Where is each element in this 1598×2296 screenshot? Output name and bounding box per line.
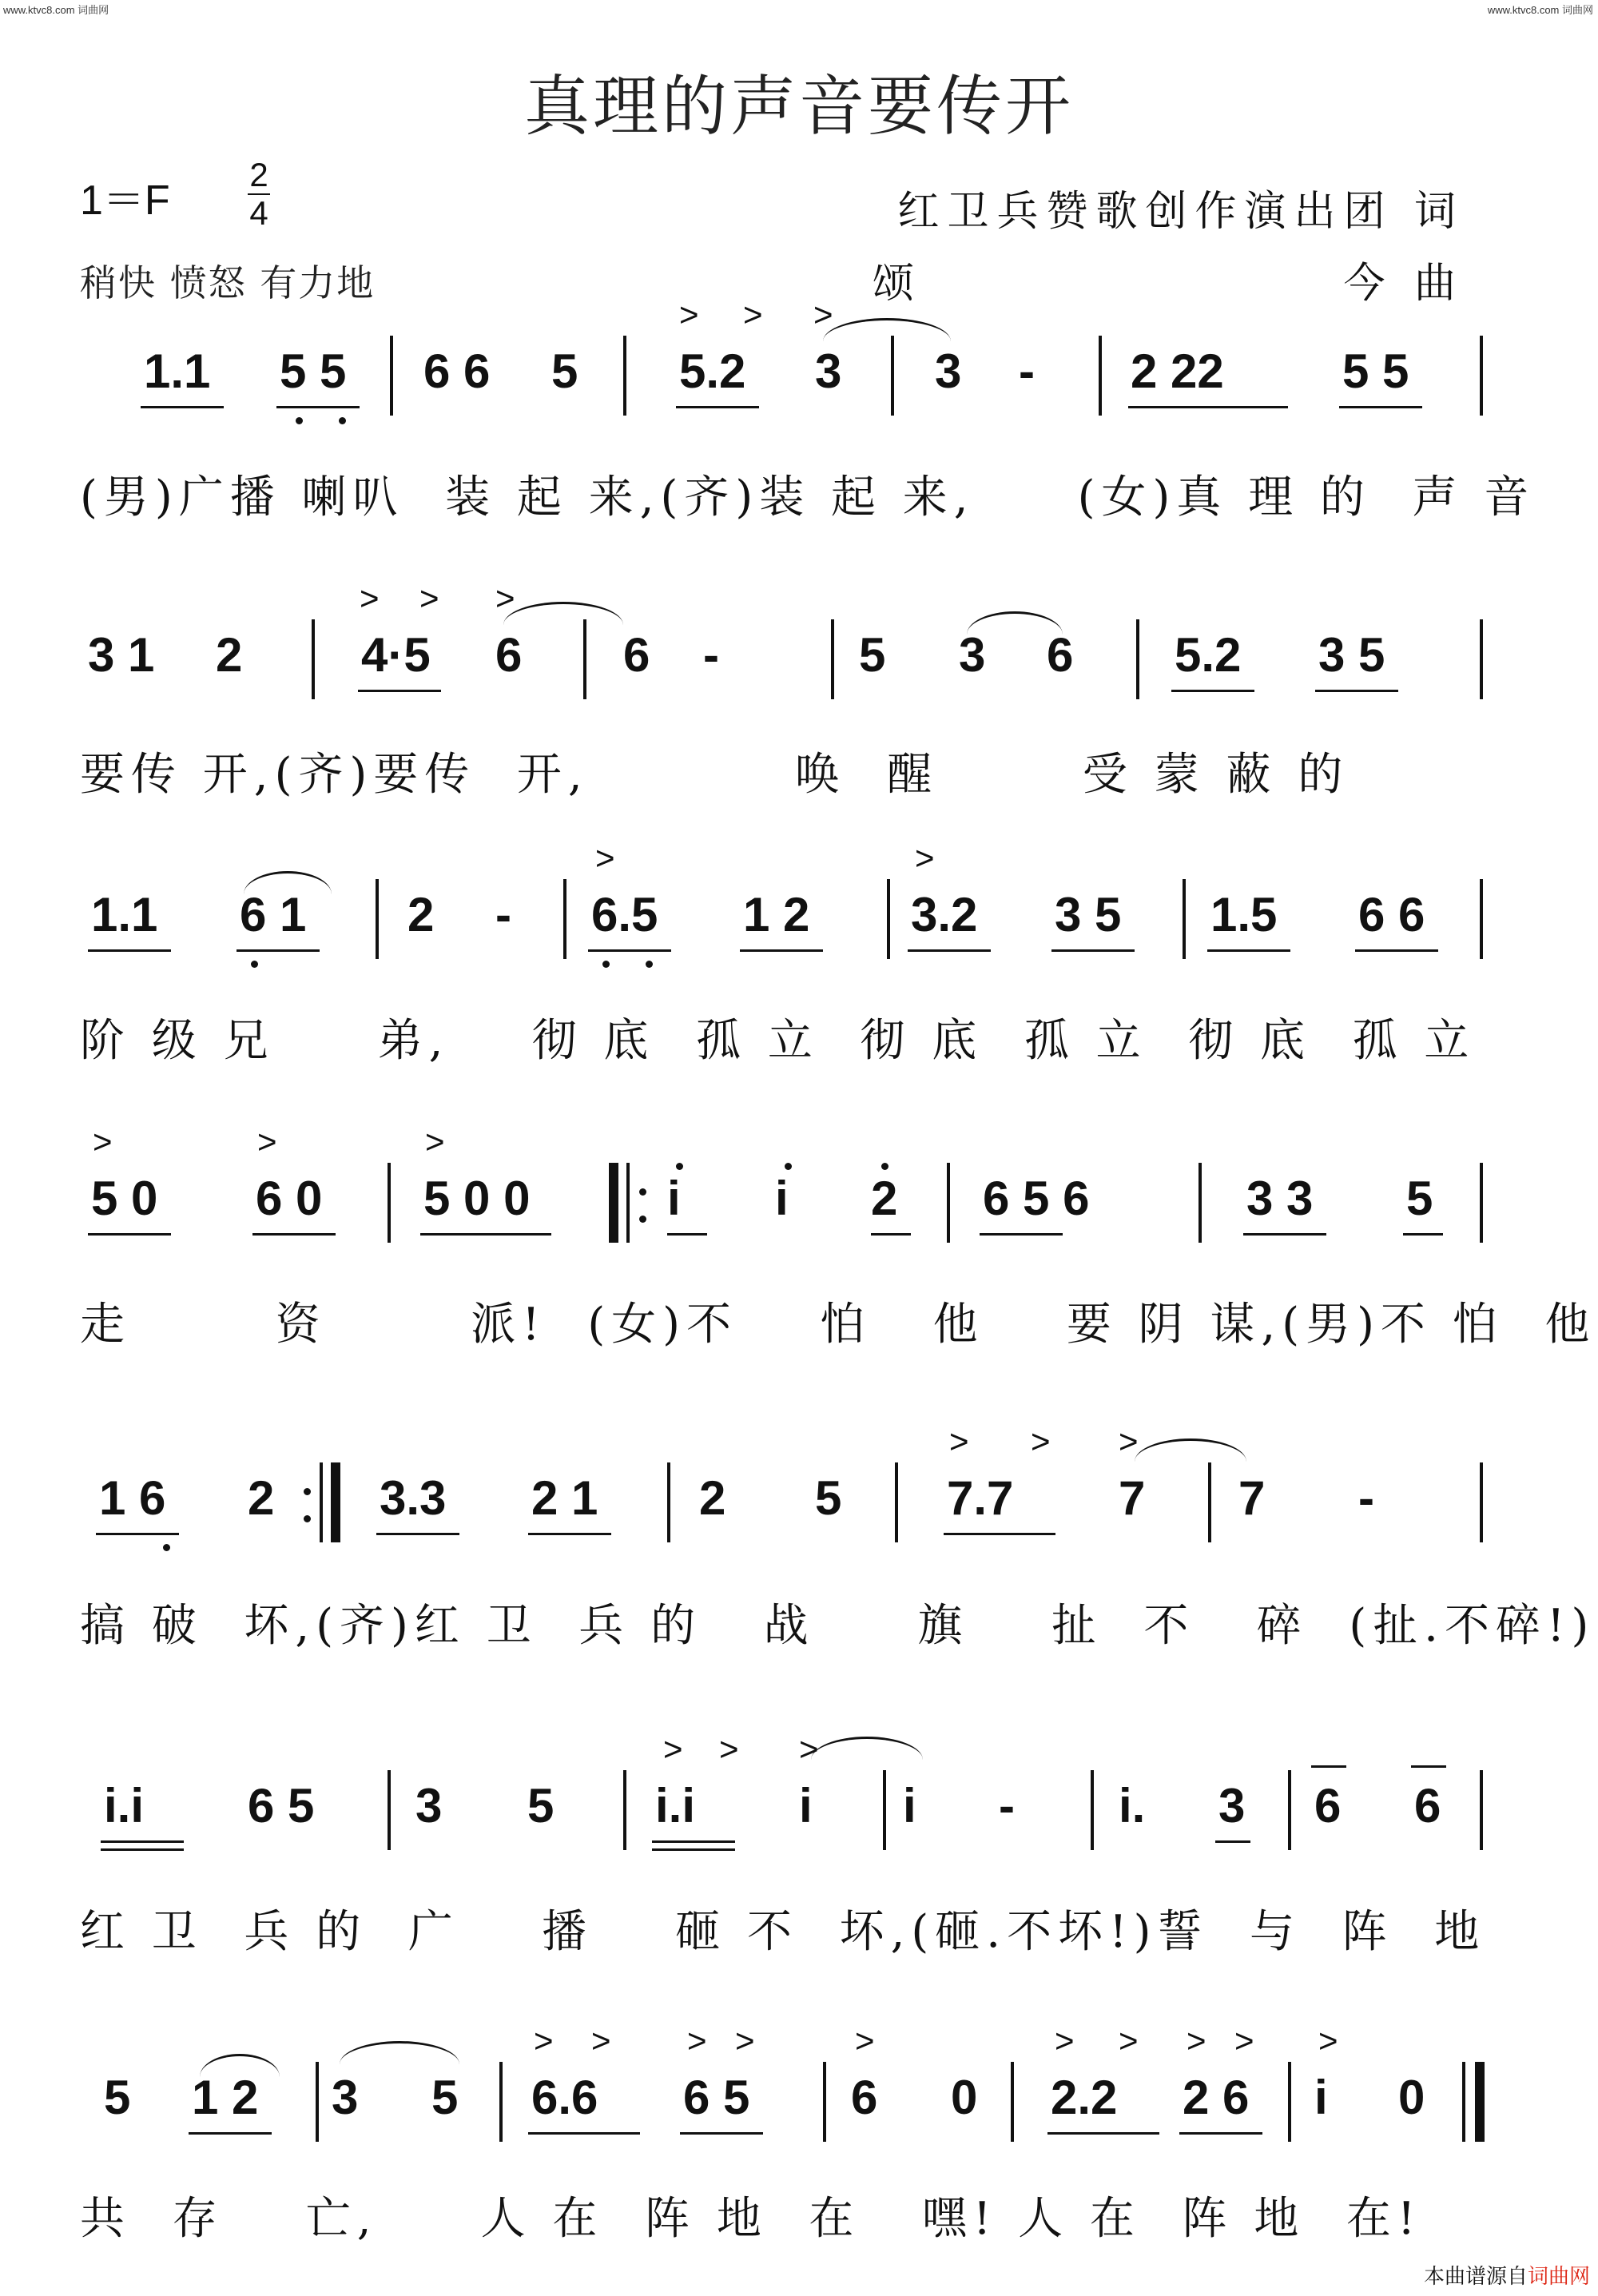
note-group: 3 5 — [1318, 628, 1385, 682]
octave-dot — [251, 961, 258, 968]
note-group: 2 — [407, 888, 435, 941]
beam — [1403, 1233, 1443, 1236]
accent-mark: > — [719, 1730, 739, 1768]
beam — [88, 1233, 171, 1236]
beam — [101, 1840, 184, 1843]
beam — [1051, 949, 1135, 952]
beam — [652, 1840, 735, 1843]
lyric-line: 搞 破 坏,(齐)红 卫 兵 的 战 旗 扯 不 碎 (扯.不碎!) — [80, 1600, 1596, 1652]
notation-line — [80, 2022, 1486, 2166]
note-group: 7 — [1119, 1471, 1146, 1525]
accent-mark: > — [257, 1123, 277, 1160]
note-group: 1.1 — [91, 888, 158, 941]
bar-line — [1480, 1770, 1483, 1850]
tie-arc — [1135, 1438, 1246, 1462]
bar-line — [1480, 879, 1483, 959]
accent-mark: > — [1119, 2022, 1139, 2059]
bar-line — [312, 619, 315, 699]
note-group: 5 — [815, 1471, 842, 1525]
beam — [528, 1533, 611, 1535]
note-group: 7.7 — [947, 1471, 1014, 1525]
beam — [588, 949, 671, 952]
note-group: 3 5 — [1055, 888, 1122, 941]
bar-line — [1480, 1462, 1483, 1542]
note-group: i — [903, 1779, 916, 1832]
note-group: 2 — [871, 1172, 898, 1225]
accent-mark: > — [1234, 2022, 1254, 2059]
note-group: 2.2 — [1051, 2071, 1118, 2124]
accent-mark: > — [360, 579, 380, 617]
bar-line — [887, 879, 890, 959]
accent-mark: > — [949, 1423, 969, 1460]
note-group: 0 — [1398, 2071, 1425, 2124]
beam — [358, 690, 441, 692]
lyric-line: 走 资 派! (女)不 怕 他 要 阴 谋,(男)不 怕 他 — [80, 1299, 1596, 1351]
note-group: 3.2 — [911, 888, 978, 941]
beam — [1179, 2132, 1262, 2135]
octave-dot — [785, 1163, 792, 1170]
bar-line — [623, 1770, 626, 1850]
octave-dot — [339, 417, 346, 424]
notation-line — [80, 579, 1486, 723]
note-group: 5 0 — [91, 1172, 158, 1225]
accent-mark: > — [1031, 1423, 1051, 1460]
bar-line — [1091, 1770, 1094, 1850]
lyric-line: (男)广播 喇叭 装 起 来,(齐)装 起 来, (女)真 理 的 声 音 — [80, 472, 1536, 523]
note-group: i.i — [104, 1779, 145, 1832]
note-group: 3 — [332, 2071, 359, 2124]
beam — [1243, 1233, 1326, 1236]
bar-line — [1480, 336, 1483, 416]
bar-line — [623, 336, 626, 416]
beam — [88, 949, 171, 952]
accent-mark: > — [799, 1730, 819, 1768]
tempo-marking: 稍快 愤怒 有力地 — [80, 261, 376, 304]
octave-dot — [296, 417, 303, 424]
note-group: 7 — [1238, 1471, 1266, 1525]
repeat-dot — [639, 1216, 646, 1223]
note-group: 2 — [248, 1471, 275, 1525]
accent-mark: > — [595, 839, 615, 877]
bar-line — [563, 879, 566, 959]
beam — [667, 1233, 707, 1236]
slur-arc — [340, 2041, 459, 2064]
beam — [96, 1533, 179, 1535]
tie-arc — [503, 602, 623, 625]
repeat-dot — [304, 1488, 311, 1495]
note-group: 6 — [1414, 1779, 1441, 1832]
time-signature-top: 2 — [249, 156, 268, 193]
key-signature: 1＝F — [80, 177, 170, 224]
lyric-line: 共 存 亡, 人 在 阵 地 在 嘿! 人 在 阵 地 在! — [80, 2193, 1422, 2245]
note-group: 5 5 — [280, 344, 347, 398]
note-group: 6 6 — [1358, 888, 1425, 941]
beam — [676, 406, 759, 408]
octave-dot — [881, 1163, 888, 1170]
beam — [1355, 949, 1438, 952]
beam — [1207, 949, 1290, 952]
beam — [141, 406, 224, 408]
note-group: 1.5 — [1210, 888, 1278, 941]
lyric-line: 阶 级 兄 弟, 彻 底 孤 立 彻 底 孤 立 彻 底 孤 立 — [80, 1015, 1476, 1067]
bar-line — [316, 2062, 319, 2142]
bar-line — [320, 1462, 323, 1542]
note-group: 5 — [859, 628, 886, 682]
bar-line — [1480, 619, 1483, 699]
accent-mark: > — [1318, 2022, 1338, 2059]
beam — [1047, 2132, 1159, 2135]
beam — [1215, 1840, 1250, 1843]
note-group: - — [999, 1779, 1015, 1832]
note-group: i — [667, 1172, 681, 1225]
beam — [276, 406, 360, 408]
note-group: 3 — [935, 344, 962, 398]
notation-line — [80, 1730, 1486, 1874]
note-group: 2 — [699, 1471, 726, 1525]
beam — [189, 2132, 272, 2135]
note-group: 5 — [431, 2071, 459, 2124]
beam — [944, 1533, 1055, 1535]
repeat-dot — [639, 1188, 646, 1196]
accent-mark: > — [1055, 2022, 1075, 2059]
bar-line — [1208, 1462, 1211, 1542]
note-group: 5 5 — [1342, 344, 1409, 398]
note-group: 5 0 0 — [423, 1172, 531, 1225]
note-group: 2 1 — [531, 1471, 598, 1525]
note-group: 3 — [1218, 1779, 1246, 1832]
accent-mark: > — [534, 2022, 554, 2059]
final-bar-line-thick — [1475, 2062, 1485, 2142]
beam — [528, 2132, 640, 2135]
notation-line — [80, 1123, 1486, 1267]
note-group: i — [799, 1779, 813, 1832]
bar-line — [891, 336, 894, 416]
song-title: 真理的声音要传开 — [523, 69, 1074, 145]
octave-dot — [646, 961, 653, 968]
note-group: 6 — [1047, 628, 1074, 682]
notation-line — [80, 839, 1486, 983]
note-group: 6 — [851, 2071, 878, 2124]
note-group: - — [703, 628, 719, 682]
note-group: 6 5 — [248, 1779, 315, 1832]
lyric-line: 红 卫 兵 的 广 播 砸 不 坏,(砸.不坏!)誓 与 阵 地 — [80, 1906, 1486, 1958]
footer-site-link[interactable]: 词曲网 — [1527, 2265, 1590, 2289]
note-group: 6 6 — [423, 344, 491, 398]
beam — [980, 1233, 1063, 1236]
accent-mark: > — [743, 296, 763, 333]
note-group: 6 5 — [683, 2071, 750, 2124]
note-group: 2 22 — [1131, 344, 1224, 398]
note-group: 6 1 — [240, 888, 307, 941]
bar-line — [1288, 2062, 1291, 2142]
bar-line — [583, 619, 586, 699]
accent-mark: > — [495, 579, 515, 617]
slur-arc — [200, 2054, 280, 2077]
note-group: 1.1 — [144, 344, 211, 398]
tie-arc — [823, 318, 951, 341]
note-group: 5 — [551, 344, 578, 398]
beam — [420, 1233, 551, 1236]
accent-mark: > — [663, 1730, 683, 1768]
beam — [680, 2132, 763, 2135]
bar-line — [1480, 1163, 1483, 1243]
octave-dot — [163, 1544, 170, 1551]
note-group: - — [495, 888, 511, 941]
bar-line — [1011, 2062, 1014, 2142]
note-group: 6 0 — [256, 1172, 323, 1225]
slur-arc — [967, 611, 1063, 635]
note-group: 6 — [623, 628, 650, 682]
notation-line — [80, 1423, 1486, 1566]
accent-mark: > — [1187, 2022, 1206, 2059]
bar-line — [1183, 879, 1186, 959]
bar-line — [823, 2062, 826, 2142]
slur-arc — [244, 871, 332, 894]
bar-line — [1099, 336, 1102, 416]
note-group: 6 — [495, 628, 523, 682]
time-signature-bottom: 4 — [249, 194, 268, 232]
accent-mark: > — [425, 1123, 445, 1160]
beam — [237, 949, 320, 952]
watermark-right: www.ktvc8.com 词曲网 — [1487, 4, 1593, 16]
bar-line — [1288, 1770, 1291, 1850]
note-group: 1 6 — [99, 1471, 166, 1525]
beam — [1339, 406, 1422, 408]
time-signature — [243, 157, 275, 232]
bar-line — [667, 1462, 670, 1542]
accent-mark: > — [1119, 1423, 1139, 1460]
note-group: 6.5 — [591, 888, 658, 941]
accent-mark: > — [419, 579, 439, 617]
repeat-start-barline — [609, 1163, 618, 1243]
repeat-dot — [304, 1515, 311, 1522]
beam — [652, 1848, 735, 1851]
note-group: 5 — [527, 1779, 555, 1832]
accent-mark: > — [591, 2022, 611, 2059]
bar-line — [831, 619, 834, 699]
beam — [252, 1233, 336, 1236]
bar-line — [1136, 619, 1139, 699]
note-group: 3 — [815, 344, 842, 398]
bar-line — [895, 1462, 898, 1542]
accent-mark: > — [855, 2022, 875, 2059]
note-group: 5.2 — [679, 344, 746, 398]
note-group: 3 1 — [88, 628, 155, 682]
note-group: 4·5 — [361, 628, 431, 682]
accent-mark: > — [915, 839, 935, 877]
beam — [1315, 690, 1398, 692]
bar-line — [390, 336, 393, 416]
beam — [1171, 690, 1254, 692]
octave-dot — [676, 1163, 683, 1170]
bar-line — [388, 1163, 391, 1243]
note-group: 2 — [216, 628, 243, 682]
note-group: i. — [1119, 1779, 1146, 1832]
accent-mark: > — [813, 296, 833, 333]
octave-dot — [602, 961, 610, 968]
accent-mark: > — [735, 2022, 755, 2059]
note-group: 5.2 — [1175, 628, 1242, 682]
bar-line — [1198, 1163, 1202, 1243]
composer-name: 颂 — [873, 260, 923, 308]
bar-line — [376, 879, 379, 959]
note-group: 3 — [415, 1779, 443, 1832]
beam — [908, 949, 991, 952]
beam — [740, 949, 823, 952]
beam — [1128, 406, 1288, 408]
beam — [1311, 1765, 1346, 1768]
note-group: 0 — [951, 2071, 978, 2124]
note-group: 6 5 6 — [983, 1172, 1090, 1225]
note-group: 3 — [959, 628, 986, 682]
note-group: 1 2 — [743, 888, 810, 941]
note-group: 6 — [1314, 1779, 1342, 1832]
composer-role: 今 曲 — [1343, 260, 1464, 308]
note-group: 5 — [1406, 1172, 1433, 1225]
final-bar-line — [1462, 2062, 1465, 2142]
lyric-line: 要传 开,(齐)要传 开, 唤 醒 受 蒙 蔽 的 — [80, 749, 1350, 801]
beam — [871, 1233, 911, 1236]
note-group: 2 6 — [1183, 2071, 1250, 2124]
bar-line — [388, 1770, 391, 1850]
footer-prefix: 本曲谱源自 — [1423, 2265, 1528, 2289]
lyricist-credit: 红卫兵赞歌创作演出团 词 — [897, 188, 1464, 236]
accent-mark: > — [93, 1123, 113, 1160]
watermark-left: www.ktvc8.com 词曲网 — [3, 4, 109, 16]
accent-mark: > — [679, 296, 699, 333]
bar-line — [499, 2062, 503, 2142]
note-group: i — [1314, 2071, 1328, 2124]
bar-line — [883, 1770, 886, 1850]
note-group: 5 — [104, 2071, 131, 2124]
note-group: - — [1019, 344, 1035, 398]
bar-line — [626, 1163, 630, 1243]
tie-arc — [811, 1737, 923, 1760]
note-group: i — [775, 1172, 789, 1225]
repeat-end-barline — [331, 1462, 340, 1542]
beam — [376, 1533, 459, 1535]
beam — [101, 1848, 184, 1851]
bar-line — [947, 1163, 950, 1243]
note-group: - — [1358, 1471, 1374, 1525]
accent-mark: > — [687, 2022, 707, 2059]
notation-line — [80, 296, 1486, 440]
note-group: 6.6 — [531, 2071, 598, 2124]
source-footer — [1424, 2260, 1590, 2290]
note-group: 1 2 — [192, 2071, 259, 2124]
note-group: 3 3 — [1246, 1172, 1314, 1225]
note-group: 3.3 — [380, 1471, 447, 1525]
beam — [1411, 1765, 1446, 1768]
note-group: i.i — [655, 1779, 696, 1832]
